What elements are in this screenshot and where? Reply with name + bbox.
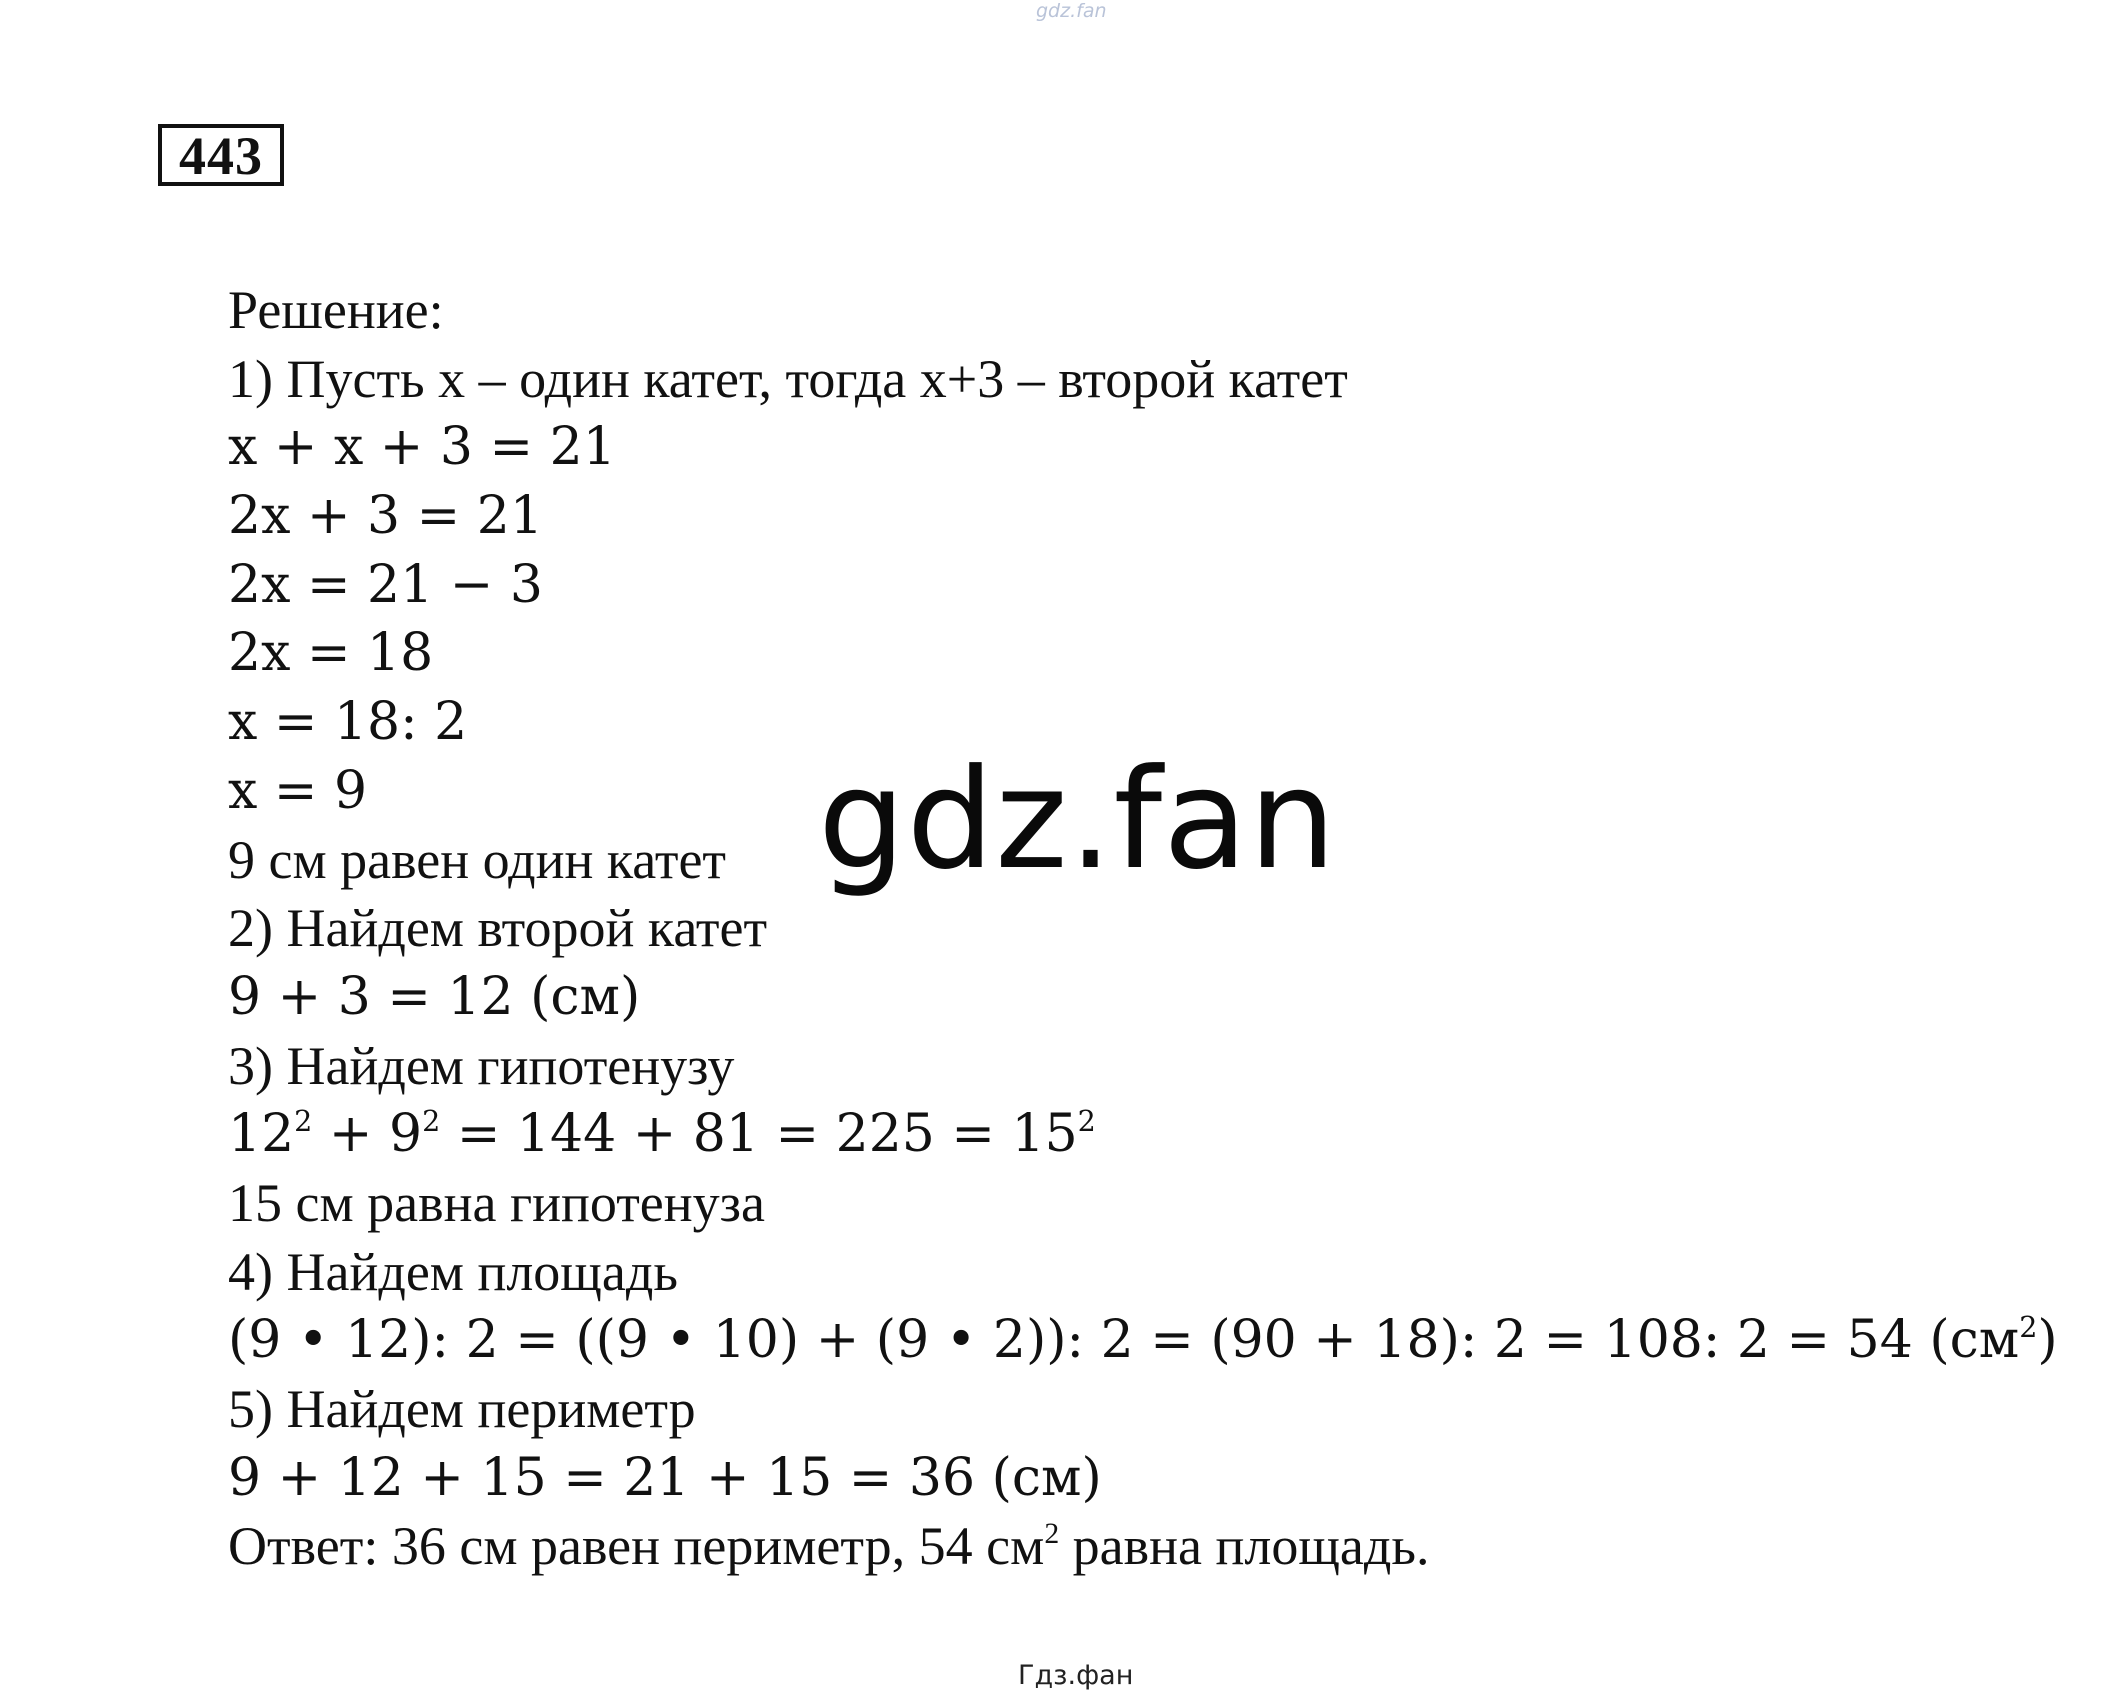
leg-2-calculation: 9 + 3 = 12 (см) (228, 966, 641, 1027)
equation-line: 2x + 3 = 21 (228, 486, 543, 547)
exponent: 2 (294, 1104, 313, 1139)
perimeter-calculation: 9 + 12 + 15 = 21 + 15 = 36 (см) (228, 1447, 1102, 1508)
answer-part-2: равна площадь. (1059, 1516, 1430, 1577)
solution-block (228, 276, 2058, 1581)
step-1-title: 1) Пусть x – один катет, тогда x+3 – второй катет (228, 348, 1348, 409)
exponent: 2 (1077, 1104, 1096, 1139)
hypotenuse-result: 15 см равна гипотенуза (228, 1172, 765, 1233)
exponent: 2 (2019, 1310, 2038, 1345)
leg-1-result: 9 см равен один катет (228, 829, 727, 890)
answer-line (228, 1512, 2028, 1581)
answer-part-1: Ответ: 36 см равен периметр, 54 см (228, 1516, 1045, 1577)
solution-heading: Решение: (228, 280, 444, 340)
step-3-title: 3) Найдем гипотенузу (228, 1035, 735, 1096)
equation-line: x = 18: 2 (228, 692, 468, 753)
exponent: 2 (1044, 1518, 1060, 1551)
step-5-title: 5) Найдем периметр (228, 1379, 696, 1439)
area-main: (9 • 12): 2 = ((9 • 10) + (9 • 2)): 2 = (90 + 18): 2 = 108: 2 = 54 (см (228, 1310, 2020, 1371)
step-4-title: 4) Найдем площадь (228, 1241, 678, 1302)
hyp-term-a: 12 (228, 1104, 295, 1165)
center-watermark: gdz.fan (818, 739, 1338, 900)
bottom-watermark: Гдз.фан (1018, 1660, 1134, 1691)
hyp-term-b: + 9 (312, 1104, 423, 1165)
step-2-title: 2) Найдем второй катет (228, 898, 768, 959)
equation-line: 2x = 21 − 3 (228, 554, 543, 615)
equation-line: x = 9 (228, 760, 368, 821)
hypotenuse-calculation (228, 1100, 2028, 1169)
area-close: ) (2037, 1310, 2058, 1371)
problem-number-box: 443 (158, 124, 284, 186)
equation-line: x + x + 3 = 21 (228, 417, 616, 478)
exponent: 2 (422, 1104, 441, 1139)
top-watermark: gdz.fan (1036, 0, 1107, 22)
hyp-rest: = 144 + 81 = 225 = 15 (440, 1104, 1078, 1165)
area-calculation (228, 1306, 2058, 1375)
equation-line: 2x = 18 (228, 623, 434, 684)
